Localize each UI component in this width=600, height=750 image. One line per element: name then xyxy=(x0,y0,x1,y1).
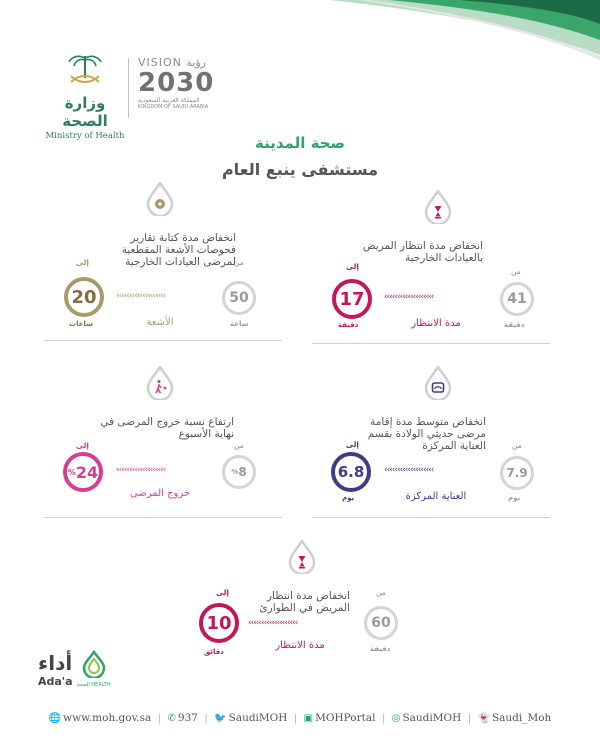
adaa-health-label: الصحة HEALTH xyxy=(76,682,111,688)
vision-word: VISION رؤية xyxy=(138,56,206,69)
to-label: إلى xyxy=(76,441,89,450)
logo-divider xyxy=(128,58,129,118)
from-unit: ساعة xyxy=(230,320,249,328)
footer-instagram[interactable]: SaudiMOH xyxy=(402,712,462,724)
to-value-unit: % xyxy=(67,467,76,477)
palm-swords-icon xyxy=(65,52,105,88)
moh-name-ar: وزارة الصحة xyxy=(62,94,108,130)
stat-description: انخفاض مدة كتابة تقارير فحوصات الأشعة المقطعية لمرضى العيادات الخارجية xyxy=(121,232,236,268)
from-unit: دقيقة xyxy=(504,321,525,329)
adaa-name-en: Ada'a xyxy=(38,674,73,688)
progress-arrows: ‹‹‹‹‹‹‹‹‹‹‹‹‹‹‹‹‹‹‹ xyxy=(384,292,434,302)
snapchat-icon: 👻 xyxy=(477,713,490,724)
to-value-circle xyxy=(63,452,103,492)
phone-icon: ✆ xyxy=(167,713,176,724)
footer-phone[interactable]: 937 xyxy=(177,712,198,724)
to-label: إلى xyxy=(76,258,89,267)
hourglass-icon xyxy=(424,190,452,224)
from-label: من xyxy=(376,588,386,597)
progress-arrows: ‹‹‹‹‹‹‹‹‹‹‹‹‹‹‹‹‹‹‹ xyxy=(116,291,166,301)
from-unit: دقيقة xyxy=(370,645,391,653)
footer-portal[interactable]: MOHPortal xyxy=(315,712,376,724)
card-divider xyxy=(312,517,550,518)
instagram-icon: ◎ xyxy=(391,713,401,724)
moh-name-en: Ministry of Health xyxy=(45,131,125,141)
adaa-name-ar: أداء xyxy=(38,650,73,675)
from-value-unit: % xyxy=(231,468,239,476)
from-label: من xyxy=(234,441,244,450)
to-value-circle: 6.8 xyxy=(331,452,371,492)
vision-country-ar: المملكة العربية السعودية xyxy=(138,97,200,104)
incubator-icon xyxy=(424,366,452,400)
progress-arrows: ‹‹‹‹‹‹‹‹‹‹‹‹‹‹‹‹‹‹‹ xyxy=(384,465,434,475)
to-value-circle: 20 xyxy=(64,277,104,317)
adaa-logo xyxy=(38,650,128,688)
moh-logo xyxy=(45,52,125,141)
from-label: من xyxy=(512,441,522,450)
progress-arrows: ‹‹‹‹‹‹‹‹‹‹‹‹‹‹‹‹‹‹‹ xyxy=(116,465,166,475)
vision-year: 2030 xyxy=(138,68,215,98)
from-value-circle: 41 xyxy=(500,282,534,316)
to-label: إلى xyxy=(346,440,359,449)
to-value-circle: 10 xyxy=(199,603,239,643)
to-label: إلى xyxy=(216,588,229,597)
from-unit: يوم xyxy=(508,494,521,502)
category-label: مدة الانتظار xyxy=(275,640,325,651)
stat-description: ارتفاع نسبة خروج المرضى في نهاية الأسبوع xyxy=(100,416,234,440)
facebook-icon: ▣ xyxy=(303,713,314,724)
header-waves xyxy=(0,0,600,60)
to-value: 24 xyxy=(75,462,99,482)
category-label: خروج المرضى xyxy=(129,488,191,499)
to-unit: يوم xyxy=(342,494,355,502)
to-unit: دقائق xyxy=(204,648,224,656)
card-divider xyxy=(44,517,282,518)
from-value-circle xyxy=(222,455,256,489)
footer-website[interactable]: www.moh.gov.sa xyxy=(63,712,152,724)
card-divider xyxy=(312,343,550,344)
from-value: 8 xyxy=(238,465,247,479)
progress-arrows: ‹‹‹‹‹‹‹‹‹‹‹‹‹‹‹‹‹‹‹ xyxy=(248,618,298,628)
vision-country-en: KINGDOM OF SAUDI ARABIA xyxy=(138,104,209,110)
stat-description: انخفاض مدة انتظار المريض بالعيادات الخارجية xyxy=(362,240,483,264)
to-unit: دقيقة xyxy=(338,321,359,329)
stat-description: انخفاض مدة انتظار المريض في الطوارئ xyxy=(259,590,350,614)
page-subtitle: مستشفى ينبع العام xyxy=(221,160,379,179)
category-label: مدة الانتظار xyxy=(411,318,461,329)
from-label: من xyxy=(234,258,244,267)
footer-twitter[interactable]: SaudiMOH xyxy=(228,712,288,724)
to-label: إلى xyxy=(346,262,359,271)
stat-description: انخفاض متوسط مدة إقامة مرضى حديثي الولادة بقسم العناية المركزة xyxy=(367,416,486,452)
globe-icon: 🌐 xyxy=(48,713,62,724)
category-label: العناية المركزة xyxy=(405,491,467,502)
walking-exit-icon xyxy=(146,366,174,400)
radiation-icon xyxy=(146,182,174,216)
from-value-circle: 60 xyxy=(364,606,398,640)
to-unit: ساعات xyxy=(69,320,93,328)
from-value-circle: 7.9 xyxy=(500,456,534,490)
adaa-drop-icon xyxy=(81,650,107,678)
card-divider xyxy=(44,340,282,341)
twitter-icon: 🐦 xyxy=(214,713,227,724)
category-label: الأشعة xyxy=(146,317,174,328)
hourglass-icon xyxy=(288,540,316,574)
from-label: من xyxy=(511,267,521,276)
from-value-circle: 50 xyxy=(222,281,256,315)
footer-contacts: 🌐 www.moh.gov.sa | ✆ 937 | 🐦 SaudiMOH | ▣ MOHPortal | ◎ SaudiMOH | 👻 Saudi_Moh xyxy=(48,712,552,724)
footer-snapchat[interactable]: Saudi_Moh xyxy=(491,712,552,724)
page-title: صحة المدينة xyxy=(255,134,345,152)
to-value-circle: 17 xyxy=(332,279,372,319)
vision-2030-logo xyxy=(138,56,238,110)
